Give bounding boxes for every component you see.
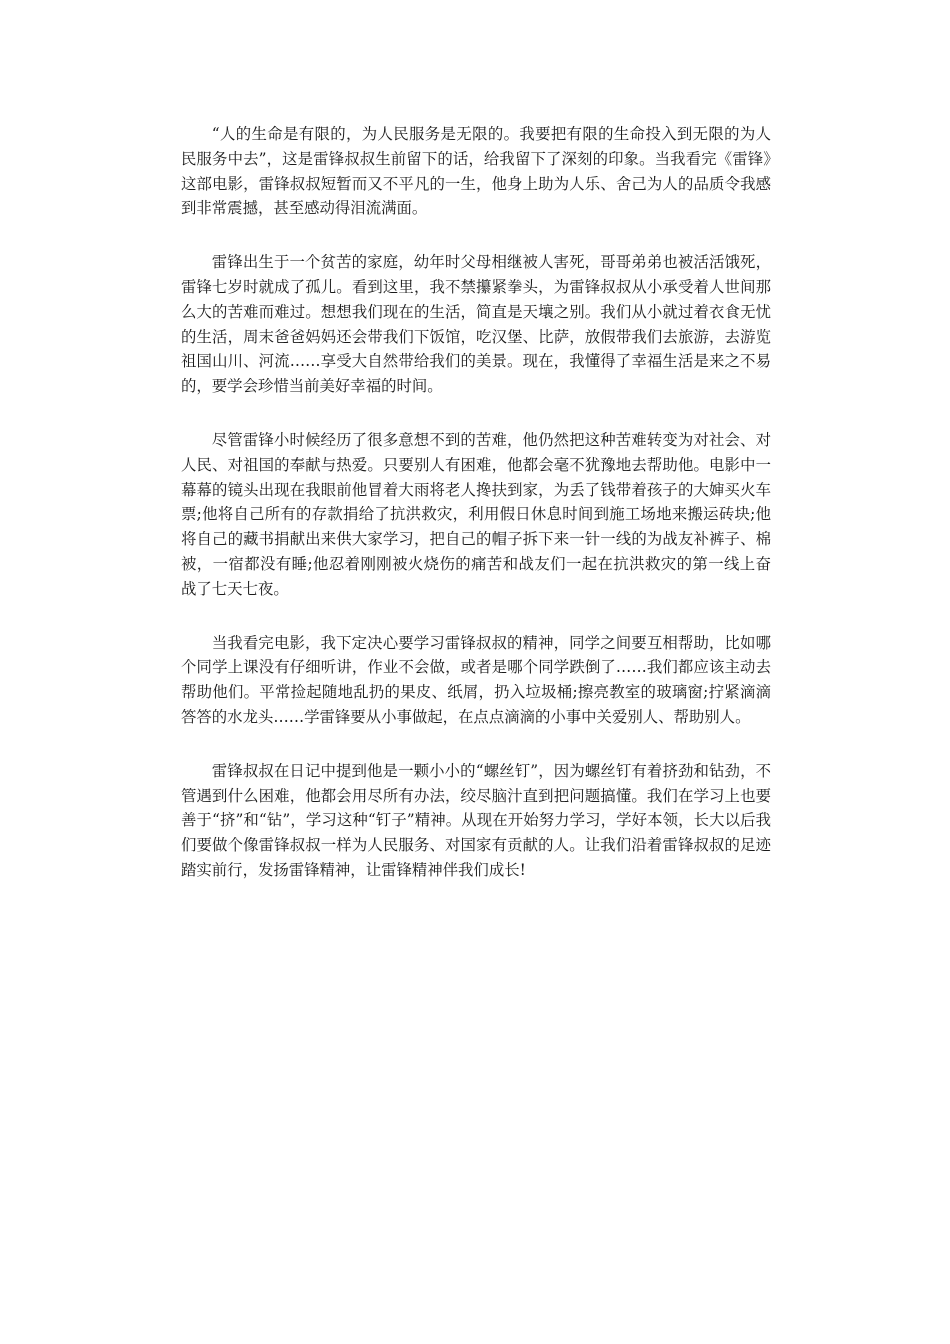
- paragraph-3: 尽管雷锋小时候经历了很多意想不到的苦难，他仍然把这种苦难转变为对社会、对人民、对祖国的奉献与热爱。只要别人有困难，他都会毫不犹豫地去帮助他。电影中一幕幕的镜头出现在我眼前他冒着大雨将老人搀扶到家，为丢了钱带着孩子的大婶买火车票;他将自己所有的存款捐给了抗洪救灾，利用假日休息时间到施工场地来搬运砖块;他将自己的藏书捐献出来供大家学习，把自己的帽子拆下来一针一线的为战友补裤子、棉被，一宿都没有睡;他忍着刚刚被火烧伤的痛苦和战友们一起在抗洪救灾的第一线上奋战了七天七夜。: [181, 430, 771, 598]
- paragraph-5: 雷锋叔叔在日记中提到他是一颗小小的“螺丝钉”，因为螺丝钉有着挤劲和钻劲，不管遇到什么困难，他都会用尽所有办法，绞尽脑汁直到把问题搞懂。我们在学习上也要善于“挤”和“钻”，学习这种“钉子”精神。从现在开始努力学习，学好本领，长大以后我们要做个像雷锋叔叔一样为人民服务、对国家有贡献的人。让我们沿着雷锋叔叔的足迹踏实前行，发扬雷锋精神，让雷锋精神伴我们成长!: [181, 761, 771, 879]
- paragraph-2: 雷锋出生于一个贫苦的家庭，幼年时父母相继被人害死，哥哥弟弟也被活活饿死，雷锋七岁时就成了孤儿。看到这里，我不禁攥紧拳头，为雷锋叔叔从小承受着人世间那么大的苦难而难过。想想我们现在的生活，简直是天壤之别。我们从小就过着衣食无忧的生活，周末爸爸妈妈还会带我们下饭馆，吃汉堡、比萨，放假带我们去旅游，去游览祖国山川、河流……享受大自然带给我们的美景。现在，我懂得了幸福生活是来之不易的，要学会珍惜当前美好幸福的时间。: [181, 253, 771, 396]
- document-body: [181, 122, 771, 912]
- paragraph-1: “人的生命是有限的，为人民服务是无限的。我要把有限的生命投入到无限的为人民服务中去”，这是雷锋叔叔生前留下的话，给我留下了深刻的印象。当我看完《雷锋》这部电影，雷锋叔叔短暂而又不平凡的一生，他身上助为人乐、舍己为人的品质令我感到非常震撼，甚至感动得泪流满面。: [181, 125, 771, 218]
- paragraph-4: 当我看完电影，我下定决心要学习雷锋叔叔的精神，同学之间要互相帮助，比如哪个同学上课没有仔细听讲，作业不会做，或者是哪个同学跌倒了……我们都应该主动去帮助他们。平常捡起随地乱扔的果皮、纸屑，扔入垃圾桶;擦亮教室的玻璃窗;拧紧滴滴答答的水龙头……学雷锋要从小事做起，在点点滴滴的小事中关爱别人、帮助别人。: [181, 633, 771, 726]
